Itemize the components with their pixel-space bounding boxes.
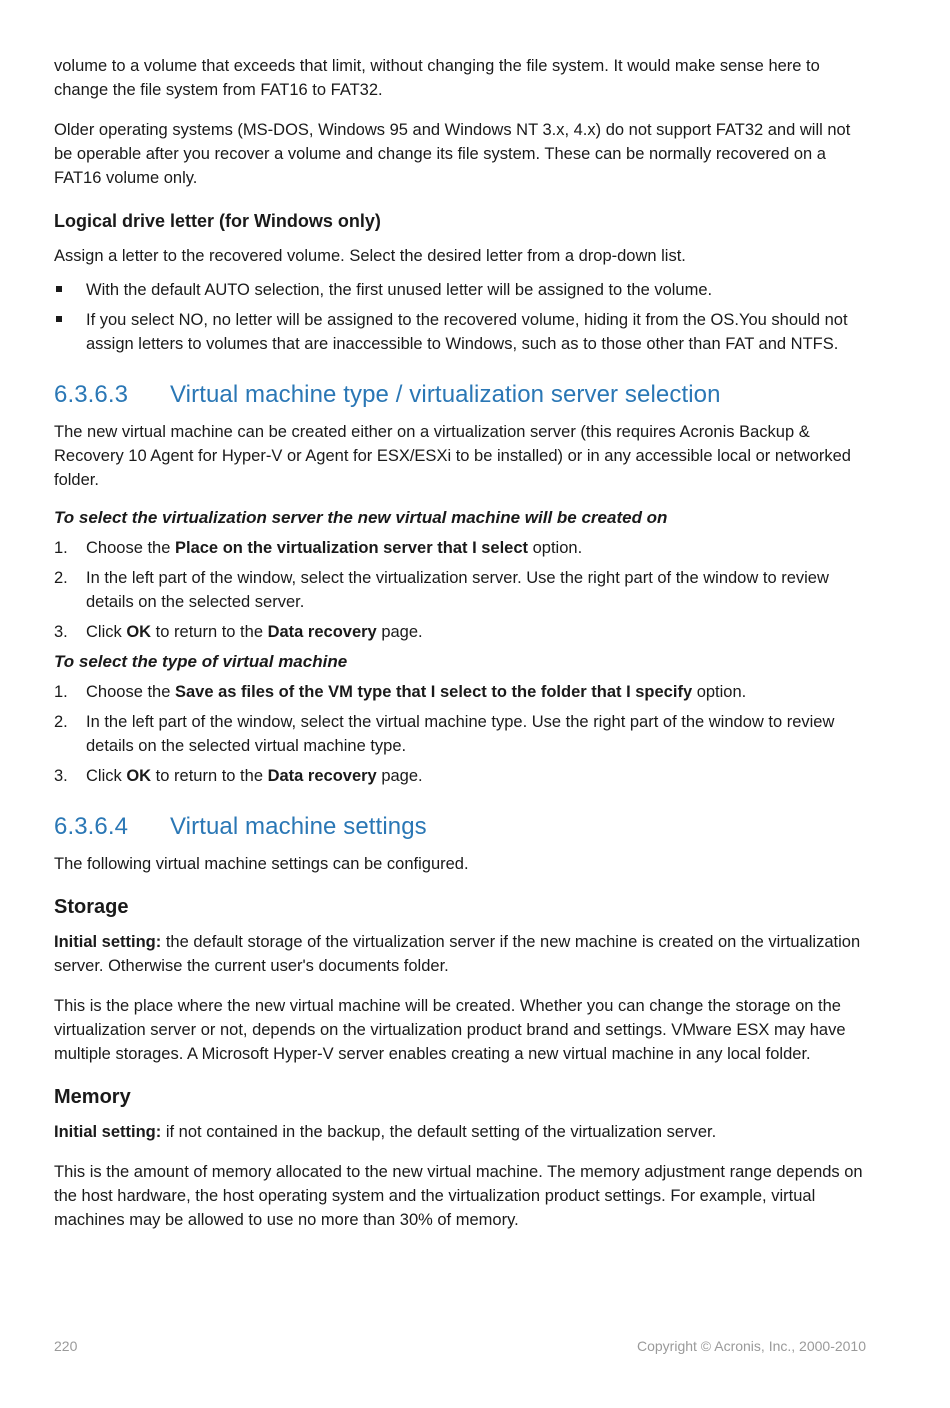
section-heading-663 — [54, 380, 870, 410]
page-footer — [54, 1338, 866, 1358]
list-item: 1. Choose the Save as files of the VM type that I select to the folder that I specify option. — [54, 683, 747, 701]
storage-heading: Storage — [54, 896, 129, 918]
memory-initial-setting: Initial setting: if not contained in the backup, the default setting of the virtualization server. — [54, 1123, 717, 1141]
procedure-heading-server: To select the virtualization server the new virtual machine will be created on — [54, 508, 668, 527]
procedure-heading-vm-type: To select the type of virtual machine — [54, 652, 348, 671]
section-663-text: The new virtual machine can be created either on a virtualization server (this requires Acronis Backup & Recovery 10 Agent for Hyper-V or Agent for ESX/ESXi to be installed) or in any accessible local or networked folder. — [54, 423, 851, 489]
section-664-text: The following virtual machine settings can be configured. — [54, 855, 469, 873]
storage-initial-setting: Initial setting: the default storage of the virtualization server if the new machine is created on the virtualization server. Otherwise the current user's documents folder. — [54, 933, 861, 975]
section-heading-664 — [54, 812, 870, 842]
memory-heading: Memory — [54, 1086, 131, 1108]
drive-letter-text: Assign a letter to the recovered volume. Select the desired letter from a drop-down list. — [54, 247, 686, 265]
storage-text: This is the place where the new virtual machine will be created. Whether you can change the storage on the virtualization server or not, depends on the virtualization product brand and settings. VMware ESX may have multiple storages. A Microsoft Hyper-V server enables creating a new virtual machine in any local folder. — [54, 997, 846, 1063]
copyright-notice: Copyright © Acronis, Inc., 2000-2010 — [637, 1338, 866, 1354]
intro-paragraph-2: Older operating systems (MS-DOS, Windows 95 and Windows NT 3.x, 4.x) do not support FAT32 and will not be operable after you recover a volume and change its file system. These can be normally recovered on a FAT16 volume only. — [54, 121, 851, 187]
list-item: If you select NO, no letter will be assigned to the recovered volume, hiding it from the OS.You should not assign letters to volumes that are inaccessible to Windows, such as to those other than FAT and NTFS. — [54, 308, 870, 356]
bullet-icon — [56, 316, 62, 322]
bullet-icon — [56, 286, 62, 292]
section-number: 6.3.6.4 — [54, 813, 129, 840]
procedure-steps-server — [54, 536, 870, 644]
section-title: Virtual machine settings — [170, 813, 427, 840]
document-page — [54, 54, 870, 1232]
section-number: 6.3.6.3 — [54, 381, 129, 408]
list-item: With the default AUTO selection, the first unused letter will be assigned to the volume. — [54, 278, 870, 302]
page-number: 220 — [54, 1338, 78, 1354]
list-item: 2. In the left part of the window, select the virtualization server. Use the right part of the window to review details on the selected server. — [54, 569, 829, 611]
list-item: 1. Choose the Place on the virtualization server that I select option. — [54, 539, 583, 557]
section-title: Virtual machine type / virtualization server selection — [170, 381, 721, 408]
list-item: 3. Click OK to return to the Data recovery page. — [54, 623, 423, 641]
procedure-steps-vm-type — [54, 680, 870, 788]
memory-text: This is the amount of memory allocated to the new virtual machine. The memory adjustment range depends on the host hardware, the host operating system and the virtualization product settings. For example, virtual machines may be allowed to use no more than 30% of memory. — [54, 1163, 863, 1229]
list-item: 2. In the left part of the window, select the virtual machine type. Use the right part of the window to review details on the selected virtual machine type. — [54, 713, 835, 755]
drive-letter-bullets — [54, 278, 870, 356]
drive-letter-heading: Logical drive letter (for Windows only) — [54, 211, 381, 231]
intro-paragraph-1: volume to a volume that exceeds that limit, without changing the file system. It would make sense here to change the file system from FAT16 to FAT32. — [54, 57, 820, 99]
list-item: 3. Click OK to return to the Data recovery page. — [54, 767, 423, 785]
